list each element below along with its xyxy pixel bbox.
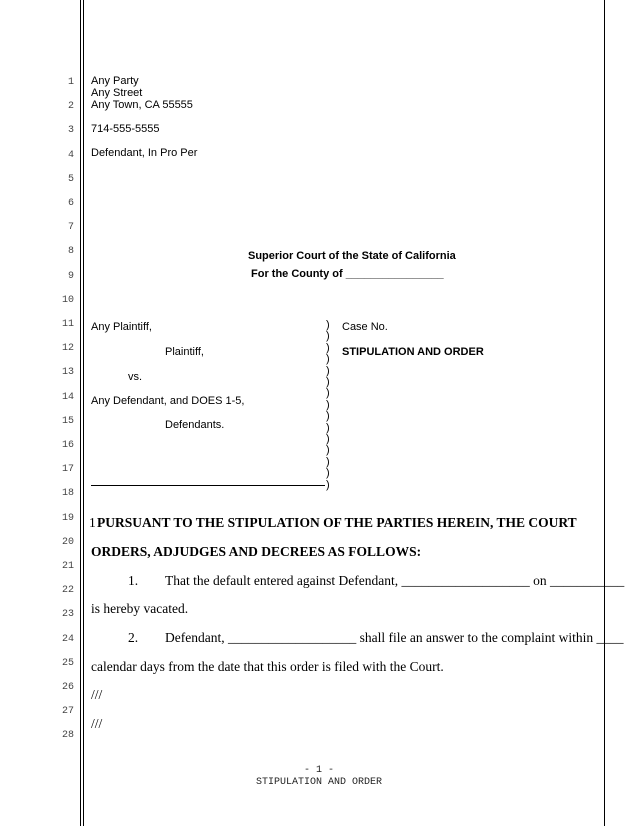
line-number: 27 (61, 706, 74, 718)
paragraph-marker: 1 (89, 515, 96, 530)
document-title: STIPULATION AND ORDER (342, 346, 484, 358)
caption-underline (91, 485, 325, 486)
line-number: 7 (67, 222, 74, 234)
line-number: 14 (61, 391, 74, 403)
order-heading-line-2: ORDERS, ADJUDGES AND DECREES AS FOLLOWS: (91, 544, 422, 559)
line-number: 20 (61, 536, 74, 548)
plaintiff-name: Any Plaintiff, (91, 321, 152, 333)
order-heading-line-1: PURSUANT TO THE STIPULATION OF THE PARTIES HEREIN, THE COURT (97, 515, 577, 530)
paragraph-1-continuation: is hereby vacated. (91, 601, 189, 616)
left-margin-rule-inner (83, 0, 84, 826)
footer-title: STIPULATION AND ORDER (255, 777, 383, 788)
versus-label: vs. (128, 371, 143, 383)
line-number: 17 (61, 464, 74, 476)
court-name: Superior Court of the State of California (248, 250, 456, 262)
line-number: 12 (61, 343, 74, 355)
right-margin-rule (604, 0, 605, 826)
line-number: 23 (61, 609, 74, 621)
line-number: 1 (67, 77, 74, 88)
party-city: Any Town, CA 55555 (91, 99, 193, 111)
party-street: Any Street (91, 87, 143, 99)
case-number-label: Case No. (342, 321, 388, 333)
court-county: For the County of ________________ (251, 268, 444, 280)
line-number: 25 (61, 657, 74, 669)
plaintiff-label: Plaintiff, (165, 346, 204, 358)
line-number: 8 (67, 246, 74, 258)
paragraph-2-continuation: calendar days from the date that this order is filed with the Court. (91, 659, 444, 674)
left-margin-rule (80, 0, 81, 826)
defendant-name: Any Defendant, and DOES 1-5, (91, 395, 245, 407)
line-number: 11 (61, 319, 74, 330)
line-number: 9 (67, 270, 74, 282)
paragraph-1-text: That the default entered against Defendant, ___________________ on ___________ (165, 573, 625, 588)
line-number: 19 (61, 512, 74, 524)
line-number: 6 (67, 198, 74, 209)
line-number: 5 (67, 173, 74, 185)
paragraph-2-number: 2. (128, 630, 139, 645)
paragraph-1-number: 1. (128, 573, 139, 588)
page-number: - 1 - (303, 765, 334, 776)
paragraph-2-text: Defendant, ___________________ shall file an answer to the complaint within ____ (165, 630, 624, 645)
party-phone: 714-555-5555 (91, 123, 160, 135)
line-number: 10 (61, 294, 74, 306)
line-number: 3 (67, 125, 74, 137)
party-name: Any Party (91, 75, 139, 87)
continuation-slashes-2: /// (91, 716, 103, 731)
line-number: 22 (61, 585, 74, 597)
line-number: 4 (67, 149, 74, 161)
defendants-label: Defendants. (165, 419, 225, 431)
line-number: 18 (61, 488, 74, 500)
line-number: 15 (61, 415, 74, 427)
caption-parenthesis-column: ) ) ) ) ) ) ) ) ) ) ) ) ) ) ) (326, 319, 330, 491)
continuation-slashes-1: /// (91, 687, 103, 702)
line-number: 13 (61, 367, 74, 379)
line-number: 24 (61, 633, 74, 645)
line-number: 28 (61, 730, 74, 742)
line-number: 21 (61, 561, 74, 572)
party-role: Defendant, In Pro Per (91, 147, 198, 159)
line-number: 26 (61, 682, 74, 693)
line-number: 16 (61, 440, 74, 451)
line-number: 2 (67, 101, 74, 113)
